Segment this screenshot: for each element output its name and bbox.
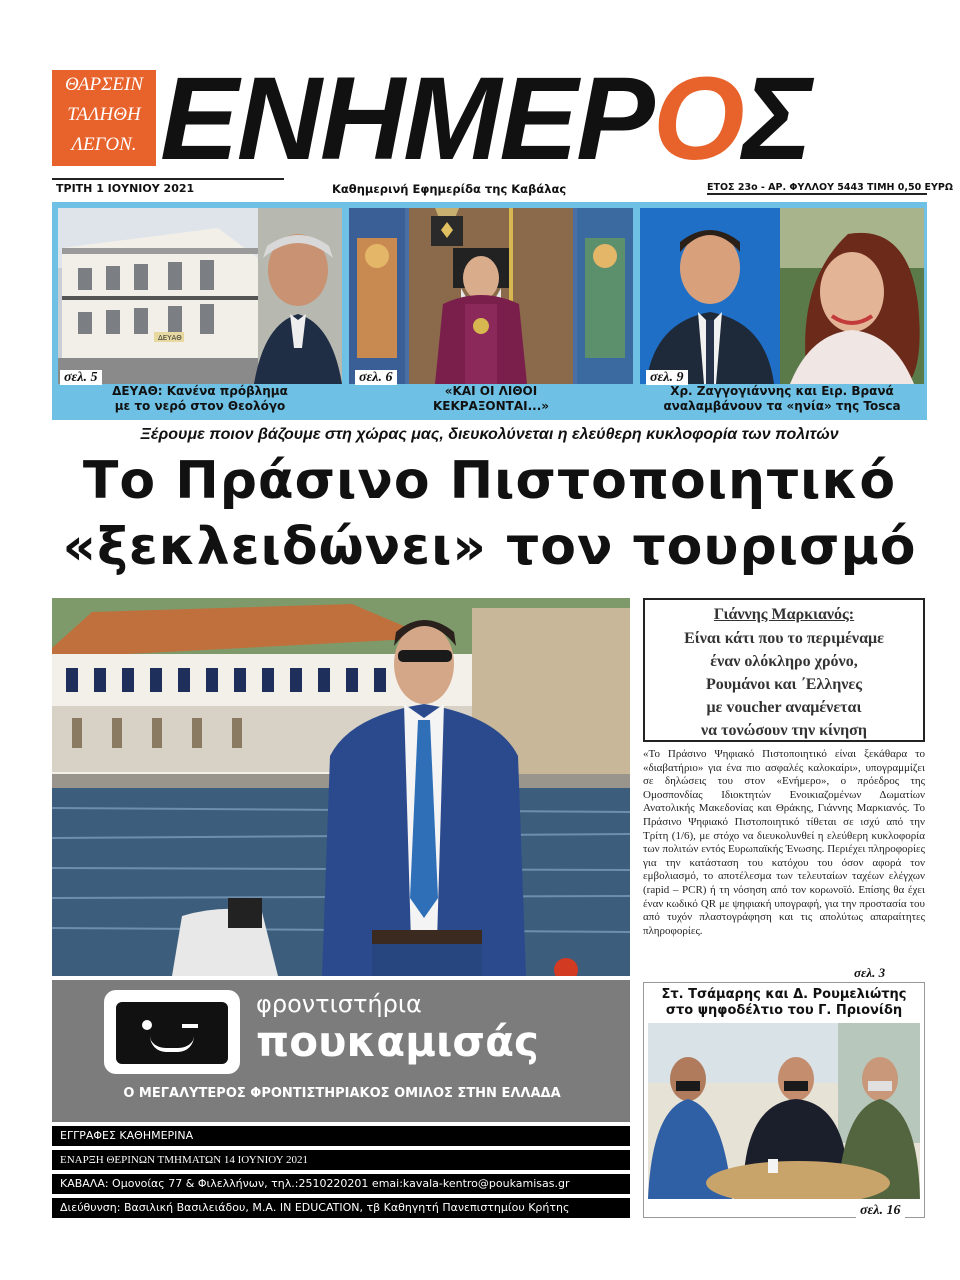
motto-line: ΘΑΡΣΕΙΝ bbox=[65, 74, 143, 95]
headline-line-2: «ξεκλειδώνει» τον τουρισμό bbox=[62, 517, 917, 577]
quote-line: Ρουμάνοι και ΄Ελληνες bbox=[705, 676, 863, 693]
newspaper-logo[interactable] bbox=[160, 60, 930, 178]
quote-line: να τονώσουν την κίνηση bbox=[701, 722, 867, 739]
logo-text-end: Σ bbox=[742, 60, 811, 178]
top-story-3[interactable] bbox=[640, 208, 924, 416]
masthead-motto bbox=[52, 70, 156, 166]
top-story-2[interactable] bbox=[349, 208, 633, 416]
top-story-1-caption bbox=[58, 384, 342, 416]
ad-logo-box bbox=[104, 990, 240, 1074]
ad-contact-row[interactable]: ΚΑΒΑΛΑ: Ομονοίας 77 & Φιλελλήνων, τηλ.:2510220201 emai:kavala-kentro@poukamisas.gr bbox=[52, 1174, 630, 1194]
wink-eye-closed-icon bbox=[182, 1024, 198, 1028]
top-story-2-caption bbox=[349, 384, 633, 416]
quote-line: έναν ολόκληρο χρόνο, bbox=[710, 653, 858, 670]
quote-box bbox=[643, 598, 925, 742]
headline-kicker: Ξέρουμε ποιον βάζουμε στη χώρας μας, διευκολύνεται η ελεύθερη κυκλοφορία των πολιτών bbox=[140, 426, 839, 443]
motto-line: ΤΑΛΗΘΗ bbox=[67, 104, 141, 125]
secondary-story-title bbox=[644, 987, 924, 1019]
title-line: Στ. Τσάμαρης και Δ. Ρουμελιώτης bbox=[661, 987, 907, 1002]
quote-line: με voucher αναμένεται bbox=[706, 699, 862, 716]
caption-line: με το νερό στον Θεολόγο bbox=[114, 399, 286, 413]
caption-line: ΚΕΚΡΑΞΟΝΤΑΙ...» bbox=[432, 399, 550, 413]
issue-date: ΤΡΙΤΗ 1 ΙΟΥΝΙΟΥ 2021 bbox=[56, 182, 195, 195]
ad-info-row: ΕΝΑΡΞΗ ΘΕΡΙΝΩΝ ΤΜΗΜΑΤΩΝ 14 ΙΟΥΝΙΟΥ 2021 bbox=[52, 1150, 630, 1170]
top-story-1-photo bbox=[58, 208, 342, 384]
quote-line: Είναι κάτι που το περιμέναμε bbox=[684, 630, 884, 647]
ad-slogan: Ο ΜΕΓΑΛΥΤΕΡΟΣ ΦΡΟΝΤΙΣΤΗΡΙΑΚΟΣ ΟΜΙΛΟΣ ΣΤΗΝ ΕΛΛΑΔΑ bbox=[123, 1086, 561, 1101]
ad-brand-name: πουκαμισάς bbox=[256, 1017, 539, 1066]
ad-brand-small: φροντιστήρια bbox=[256, 990, 422, 1018]
top-story-3-caption bbox=[640, 384, 924, 416]
top-story-1[interactable] bbox=[58, 208, 342, 416]
divider bbox=[707, 193, 927, 195]
article-body: «Το Πράσινο Ψηφιακό Πιστοποιητικό είναι ξεκάθαρα το «διαβατήριο» για ένα πιο ασφαλές καλοκαίρι», υπογραμμίζει σε δηλώσεις του στον «Ενήμερο», ο πρόεδρος της Ομοσπονδίας Ιδιοκτητών Ενοικιαζομένων Δωματίων Ανατολικής Μακεδονίας και Θράκης, Γιάννης Μαρκιανός. Το Πράσινο Ψηφιακό Πιστοποιητικό τίθεται σε ισχύ από την Τρίτη (1/6), με στόχο να διευκολυνθεί η ελεύθερη κυκλοφορία των πολιτών εντός Ευρωπαϊκής Ένωσης. Περιέχει πληροφορίες για την κατάσταση του κατόχου του όσον αφορά τον εμβολιασμό, το αποτέλεσμα των τελευταίων ταχέων ελέγχων (rapid – PCR) ή τη νόσηση από τον κορωνοϊό. Επίσης θα έχει έναν κωδικό QR με ψηφιακή υπογραφή, για την προστασία του από τυχόν πλαστογράφηση και τις απολύτως απαραίτητες πληροφορίες. bbox=[643, 748, 925, 937]
secondary-story-photo bbox=[648, 1023, 920, 1199]
caption-line: Χρ. Ζαγγογιάννης και Ειρ. Βρανά bbox=[670, 384, 894, 398]
advertisement[interactable] bbox=[52, 980, 630, 1122]
motto-line: ΛΕΓΟΝ. bbox=[71, 134, 137, 155]
top-story-2-photo bbox=[349, 208, 633, 384]
ad-info-row: Διεύθυνση: Βασιλική Βασιλειάδου, Μ.Α. IN EDUCATION, τβ Καθηγητή Πανεπιστημίου Κρήτης bbox=[52, 1198, 630, 1218]
tagline: Καθημερινή Εφημερίδα της Καβάλας bbox=[332, 182, 567, 196]
ad-info-row: ΕΓΓΡΑΦΕΣ ΚΑΘΗΜΕΡΙΝΑ bbox=[52, 1126, 630, 1146]
quote-text bbox=[645, 627, 923, 742]
main-headline[interactable] bbox=[52, 448, 927, 580]
building-sign-text: ΔΕΥΑΘ bbox=[158, 334, 182, 342]
logo-accent-letter: Ο bbox=[652, 60, 743, 178]
smile-icon bbox=[150, 1036, 194, 1052]
title-line: στο ψηφοδέλτιο του Γ. Πριονίδη bbox=[665, 1003, 903, 1018]
caption-line: αναλαμβάνουν τα «ηνία» της Tosca bbox=[663, 399, 901, 413]
top-story-3-photo bbox=[640, 208, 924, 384]
page-ref-16: σελ. 16 bbox=[856, 1199, 905, 1219]
page-ref-6: σελ. 6 bbox=[355, 366, 397, 386]
wink-eye-icon bbox=[142, 1020, 152, 1030]
caption-line: «ΚΑΙ ΟΙ ΛΙΘΟΙ bbox=[444, 384, 538, 398]
secondary-story[interactable] bbox=[643, 982, 925, 1218]
page-ref-5: σελ. 5 bbox=[60, 366, 102, 386]
logo-text: ΕΝΗΜΕΡ bbox=[160, 60, 653, 178]
caption-line: ΔΕΥΑΘ: Κανένα πρόβλημα bbox=[112, 384, 288, 398]
headline-line-1: Το Πράσινο Πιστοποιητικό bbox=[82, 451, 897, 511]
quote-author: Γιάννης Μαρκιανός: bbox=[713, 606, 855, 623]
lead-photo bbox=[52, 598, 630, 976]
page-ref-3[interactable]: σελ. 3 bbox=[850, 962, 889, 981]
page-ref-9: σελ. 9 bbox=[646, 366, 688, 386]
ad-logo-screen bbox=[116, 1002, 228, 1064]
divider bbox=[52, 178, 284, 180]
issue-info: ΕΤΟΣ 23ο - ΑΡ. ΦΥΛΛΟΥ 5443 ΤΙΜΗ 0,50 ΕΥΡΩ bbox=[707, 182, 953, 193]
